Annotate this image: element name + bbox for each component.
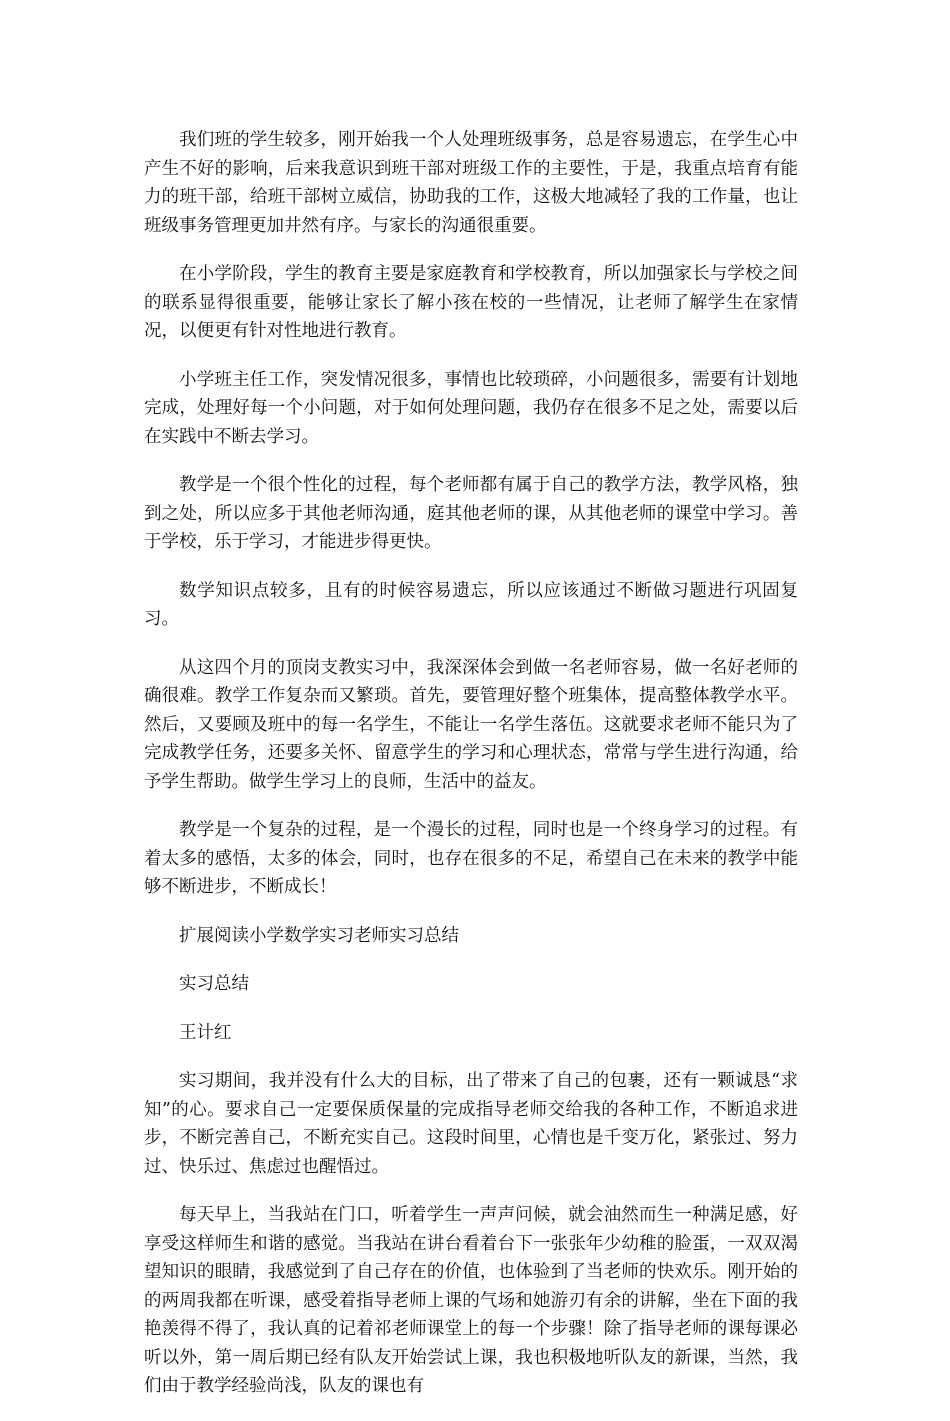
document-body [144, 126, 798, 1421]
extended-reading-title: 扩展阅读小学数学实习老师实习总结 [179, 925, 459, 946]
paragraph-parent-communication: 在小学阶段，学生的教育主要是家庭教育和学校教育，所以加强家长与学校之间的联系显得很重要，能够让家长了解小孩在校的一些情况，让老师了解学生在家情况，以便更有针对性地进行教育。 [144, 264, 798, 341]
paragraph-class-affairs: 我们班的学生较多，刚开始我一个人处理班级事务，总是容易遗忘，在学生心中产生不好的影响，后来我意识到班干部对班级工作的主要性，于是，我重点培育有能力的班干部，给班干部树立威信，协助我的工作，这极大地减轻了我的工作量，也让班级事务管理更加井然有序。与家长的沟通很重要。 [144, 130, 798, 236]
paragraph-head-teacher-work: 小学班主任工作，突发情况很多，事情也比较琐碎，小问题很多，需要有计划地完成，处理好每一个小问题，对于如何处理问题，我仍存在很多不足之处，需要以后在实践中不断去学习。 [144, 369, 798, 447]
paragraph-teaching-style: 教学是一个很个性化的过程，每个老师都有属于自己的教学方法，教学风格，独到之处，所以应多于其他老师沟通，庭其他老师的课，从其他老师的课堂中学习。善于学校，乐于学习，才能进步得更快。 [144, 475, 798, 552]
paragraph-internship-period: 实习期间，我并没有什么大的目标，出了带来了自己的包裹，还有一颗诚恳“求知”的心。要求自己一定要保质保量的完成指导老师交给我的各种工作，不断追求进步，不断完善自己，不断充实自己。这段时间里，心情也是千变万化，紧张过、努力过、快乐过、焦虑过也醒悟过。 [144, 1071, 798, 1177]
section-title: 实习总结 [179, 974, 249, 994]
author-name: 王计红 [179, 1022, 232, 1043]
paragraph-four-months: 从这四个月的顶岗支教实习中，我深深体会到做一名老师容易，做一名好老师的确很难。教学工作复杂而又繁琐。首先，要管理好整个班集体，提高整体教学水平。然后，又要顾及班中的每一名学生，不能让一名学生落伍。这就要求老师不能只为了完成教学任务，还要多关怀、留意学生的学习和心理状态，常常与学生进行沟通，给予学生帮助。做学生学习上的良师，生活中的益友。 [144, 657, 798, 792]
paragraph-lifelong-learning: 教学是一个复杂的过程，是一个漫长的过程，同时也是一个终身学习的过程。有着太多的感悟，太多的体会，同时，也存在很多的不足，希望自己在未来的教学中能够不断进步，不断成长！ [144, 820, 798, 897]
paragraph-every-morning: 每天早上，当我站在门口，听着学生一声声问候，就会油然而生一种满足感，好享受这样师生和谐的感觉。当我站在讲台看着台下一张张年少幼稚的脸蛋，一双双渴望知识的眼睛，我感觉到了自己存在的价值，也体验到了当老师的快欢乐。刚开始的的两周我都在听课，感受着指导老师上课的气场和她游刃有余的讲解，坐在下面的我艳羡得不得了，我认真的记着祁老师课堂上的每一个步骤！除了指导老师的课每课必听以外，第一周后期已经有队友开始尝试上课，我也积极地听队友的新课，当然，我们由于教学经验尚浅，队友的课也有 [144, 1205, 798, 1396]
paragraph-math-review: 数学知识点较多，且有的时候容易遗忘，所以应该通过不断做习题进行巩固复习。 [144, 580, 798, 629]
